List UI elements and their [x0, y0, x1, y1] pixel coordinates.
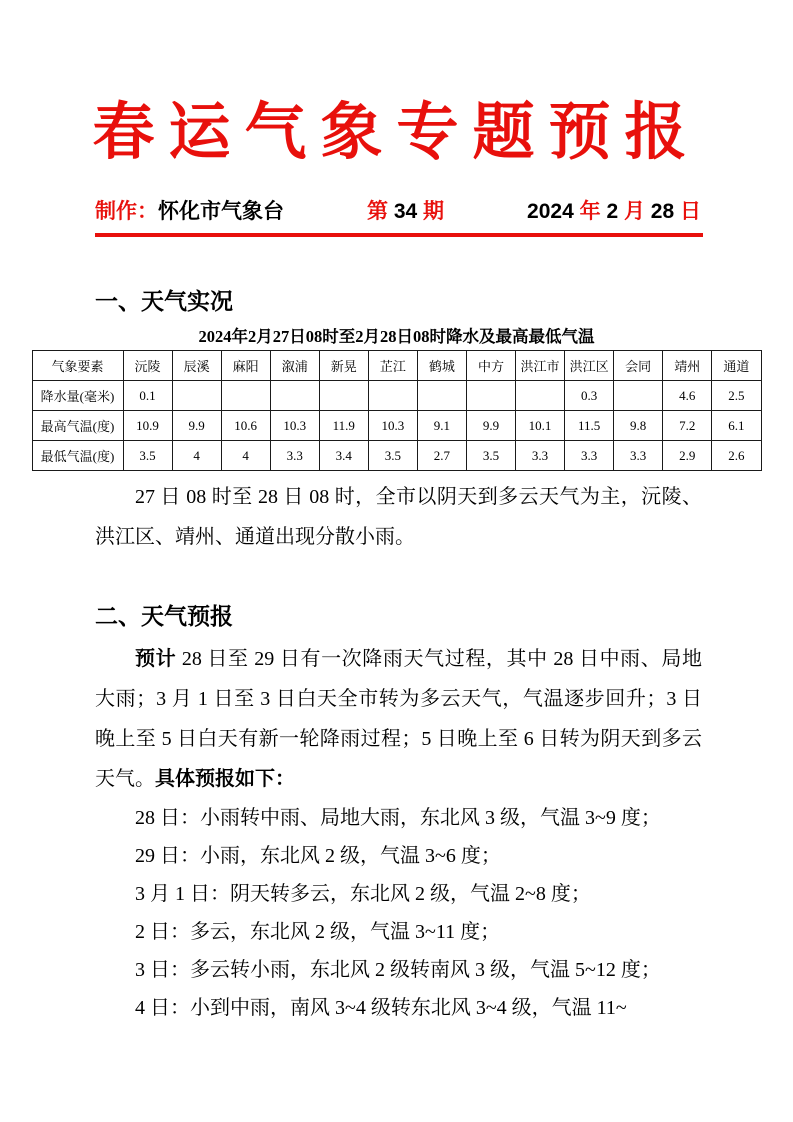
table-row [32, 411, 761, 441]
table-cell: 9.9 [466, 411, 515, 441]
table-cell: 3.3 [270, 441, 319, 471]
issue-date-part: 月 [623, 200, 645, 223]
forecast-list [95, 799, 702, 1027]
weather-table [32, 350, 762, 471]
table-cell: 4.6 [663, 381, 712, 411]
table-cell [172, 381, 221, 411]
table-cell: 6.1 [712, 411, 761, 441]
table-cell: 10.6 [221, 411, 270, 441]
table-header-cell: 通道 [712, 351, 761, 381]
table-cell: 3.4 [319, 441, 368, 471]
issue-date-part: 年 [579, 200, 601, 223]
table-header-cell: 辰溪 [172, 351, 221, 381]
table-cell [270, 381, 319, 411]
table-row [32, 381, 761, 411]
row-label-cell: 最低气温(度) [32, 441, 123, 471]
table-cell: 9.1 [417, 411, 466, 441]
table-cell: 9.9 [172, 411, 221, 441]
table-header-cell: 会同 [614, 351, 663, 381]
section-2-heading: 二、天气预报 [95, 603, 233, 629]
table-cell: 4 [221, 441, 270, 471]
table-cell: 11.5 [565, 411, 614, 441]
forecast-line: 29 日：小雨，东北风 2 级，气温 3~6 度； [135, 845, 501, 867]
table-cell: 7.2 [663, 411, 712, 441]
table-cell: 3.5 [123, 441, 172, 471]
weather-summary-paragraph: 27 日 08 时至 28 日 08 时，全市以阴天到多云天气为主，沅陵、洪江区、靖州、通道出现分散小雨。 [95, 486, 702, 548]
forecast-line: 3 月 1 日：阴天转多云，东北风 2 级，气温 2~8 度； [135, 883, 591, 905]
issue-date-part: 2024 [527, 200, 580, 223]
weather-table-title: 2024年2月27日08时至2月28日08时降水及最高最低气温 [198, 327, 595, 346]
table-header-cell: 靖州 [663, 351, 712, 381]
issue-date-part: 2 [600, 200, 624, 223]
table-cell [516, 381, 565, 411]
table-cell [368, 381, 417, 411]
table-header-cell: 沅陵 [123, 351, 172, 381]
table-header-cell: 中方 [466, 351, 515, 381]
row-label-cell: 降水量(毫米) [32, 381, 123, 411]
producer-line [95, 198, 284, 226]
issue-number-part: 第 [367, 200, 394, 223]
forecast-intro-segment: 预计 [135, 648, 182, 670]
table-cell: 2.9 [663, 441, 712, 471]
issue-date-part: 日 [680, 200, 701, 223]
table-cell [417, 381, 466, 411]
forecast-line: 28 日：小雨转中雨、局地大雨，东北风 3 级，气温 3~9 度； [135, 807, 661, 829]
table-cell [221, 381, 270, 411]
forecast-line: 4 日：小到中雨，南风 3~4 级转东北风 3~4 级，气温 11~ [135, 997, 627, 1019]
forecast-line: 3 日：多云转小雨，东北风 2 级转南风 3 级，气温 5~12 度； [135, 959, 661, 981]
row-label-cell: 最高气温(度) [32, 411, 123, 441]
table-cell: 2.5 [712, 381, 761, 411]
issue-date-part: 28 [644, 200, 680, 223]
forecast-intro-segment: 具体预报如下： [155, 768, 295, 790]
issue-number-part: 34 [393, 200, 418, 223]
document-meta [95, 198, 701, 226]
producer-label: 制作： [95, 200, 158, 223]
table-header-cell: 麻阳 [221, 351, 270, 381]
table-cell [319, 381, 368, 411]
table-cell: 9.8 [614, 411, 663, 441]
table-cell: 2.6 [712, 441, 761, 471]
forecast-line: 2 日：多云，东北风 2 级，气温 3~11 度； [135, 921, 501, 943]
table-cell: 10.3 [368, 411, 417, 441]
table-cell: 3.3 [516, 441, 565, 471]
table-cell: 3.3 [614, 441, 663, 471]
table-cell: 10.9 [123, 411, 172, 441]
producer-name: 怀化市气象台 [158, 200, 284, 223]
table-header-cell: 溆浦 [270, 351, 319, 381]
table-header-cell: 洪江市 [516, 351, 565, 381]
forecast-intro-segment: 28 日至 29 日有一次降雨天气过程，其中 28 日中雨、局地大雨；3 月 1 日至 3 日白天全市转为多云天气，气温逐步回升；3 日晚上至 5 日白天有新一轮降雨过程；5 日晚上至 6 日转为阴天到多云天气。 [95, 648, 703, 790]
issue-date [527, 198, 701, 226]
forecast-intro-paragraph [95, 639, 702, 799]
table-cell: 4 [172, 441, 221, 471]
table-cell: 11.9 [319, 411, 368, 441]
issue-number-part: 期 [417, 200, 445, 223]
table-cell [614, 381, 663, 411]
table-cell: 10.3 [270, 411, 319, 441]
table-cell: 0.3 [565, 381, 614, 411]
table-body [32, 381, 761, 471]
table-cell: 3.5 [466, 441, 515, 471]
section-1-heading: 一、天气实况 [95, 288, 233, 314]
table-cell: 10.1 [516, 411, 565, 441]
header-divider-rule [95, 233, 703, 237]
issue-number [367, 198, 444, 226]
table-header-cell: 气象要素 [32, 351, 123, 381]
table-cell: 3.5 [368, 441, 417, 471]
table-header-row [32, 351, 761, 381]
table-header-cell: 鹤城 [417, 351, 466, 381]
table-row [32, 441, 761, 471]
table-cell: 2.7 [417, 441, 466, 471]
table-header-cell: 新晃 [319, 351, 368, 381]
table-header-cell: 芷江 [368, 351, 417, 381]
table-cell [466, 381, 515, 411]
table-cell: 3.3 [565, 441, 614, 471]
document-title: 春运气象专题预报 [92, 99, 701, 167]
table-cell: 0.1 [123, 381, 172, 411]
table-header-cell: 洪江区 [565, 351, 614, 381]
